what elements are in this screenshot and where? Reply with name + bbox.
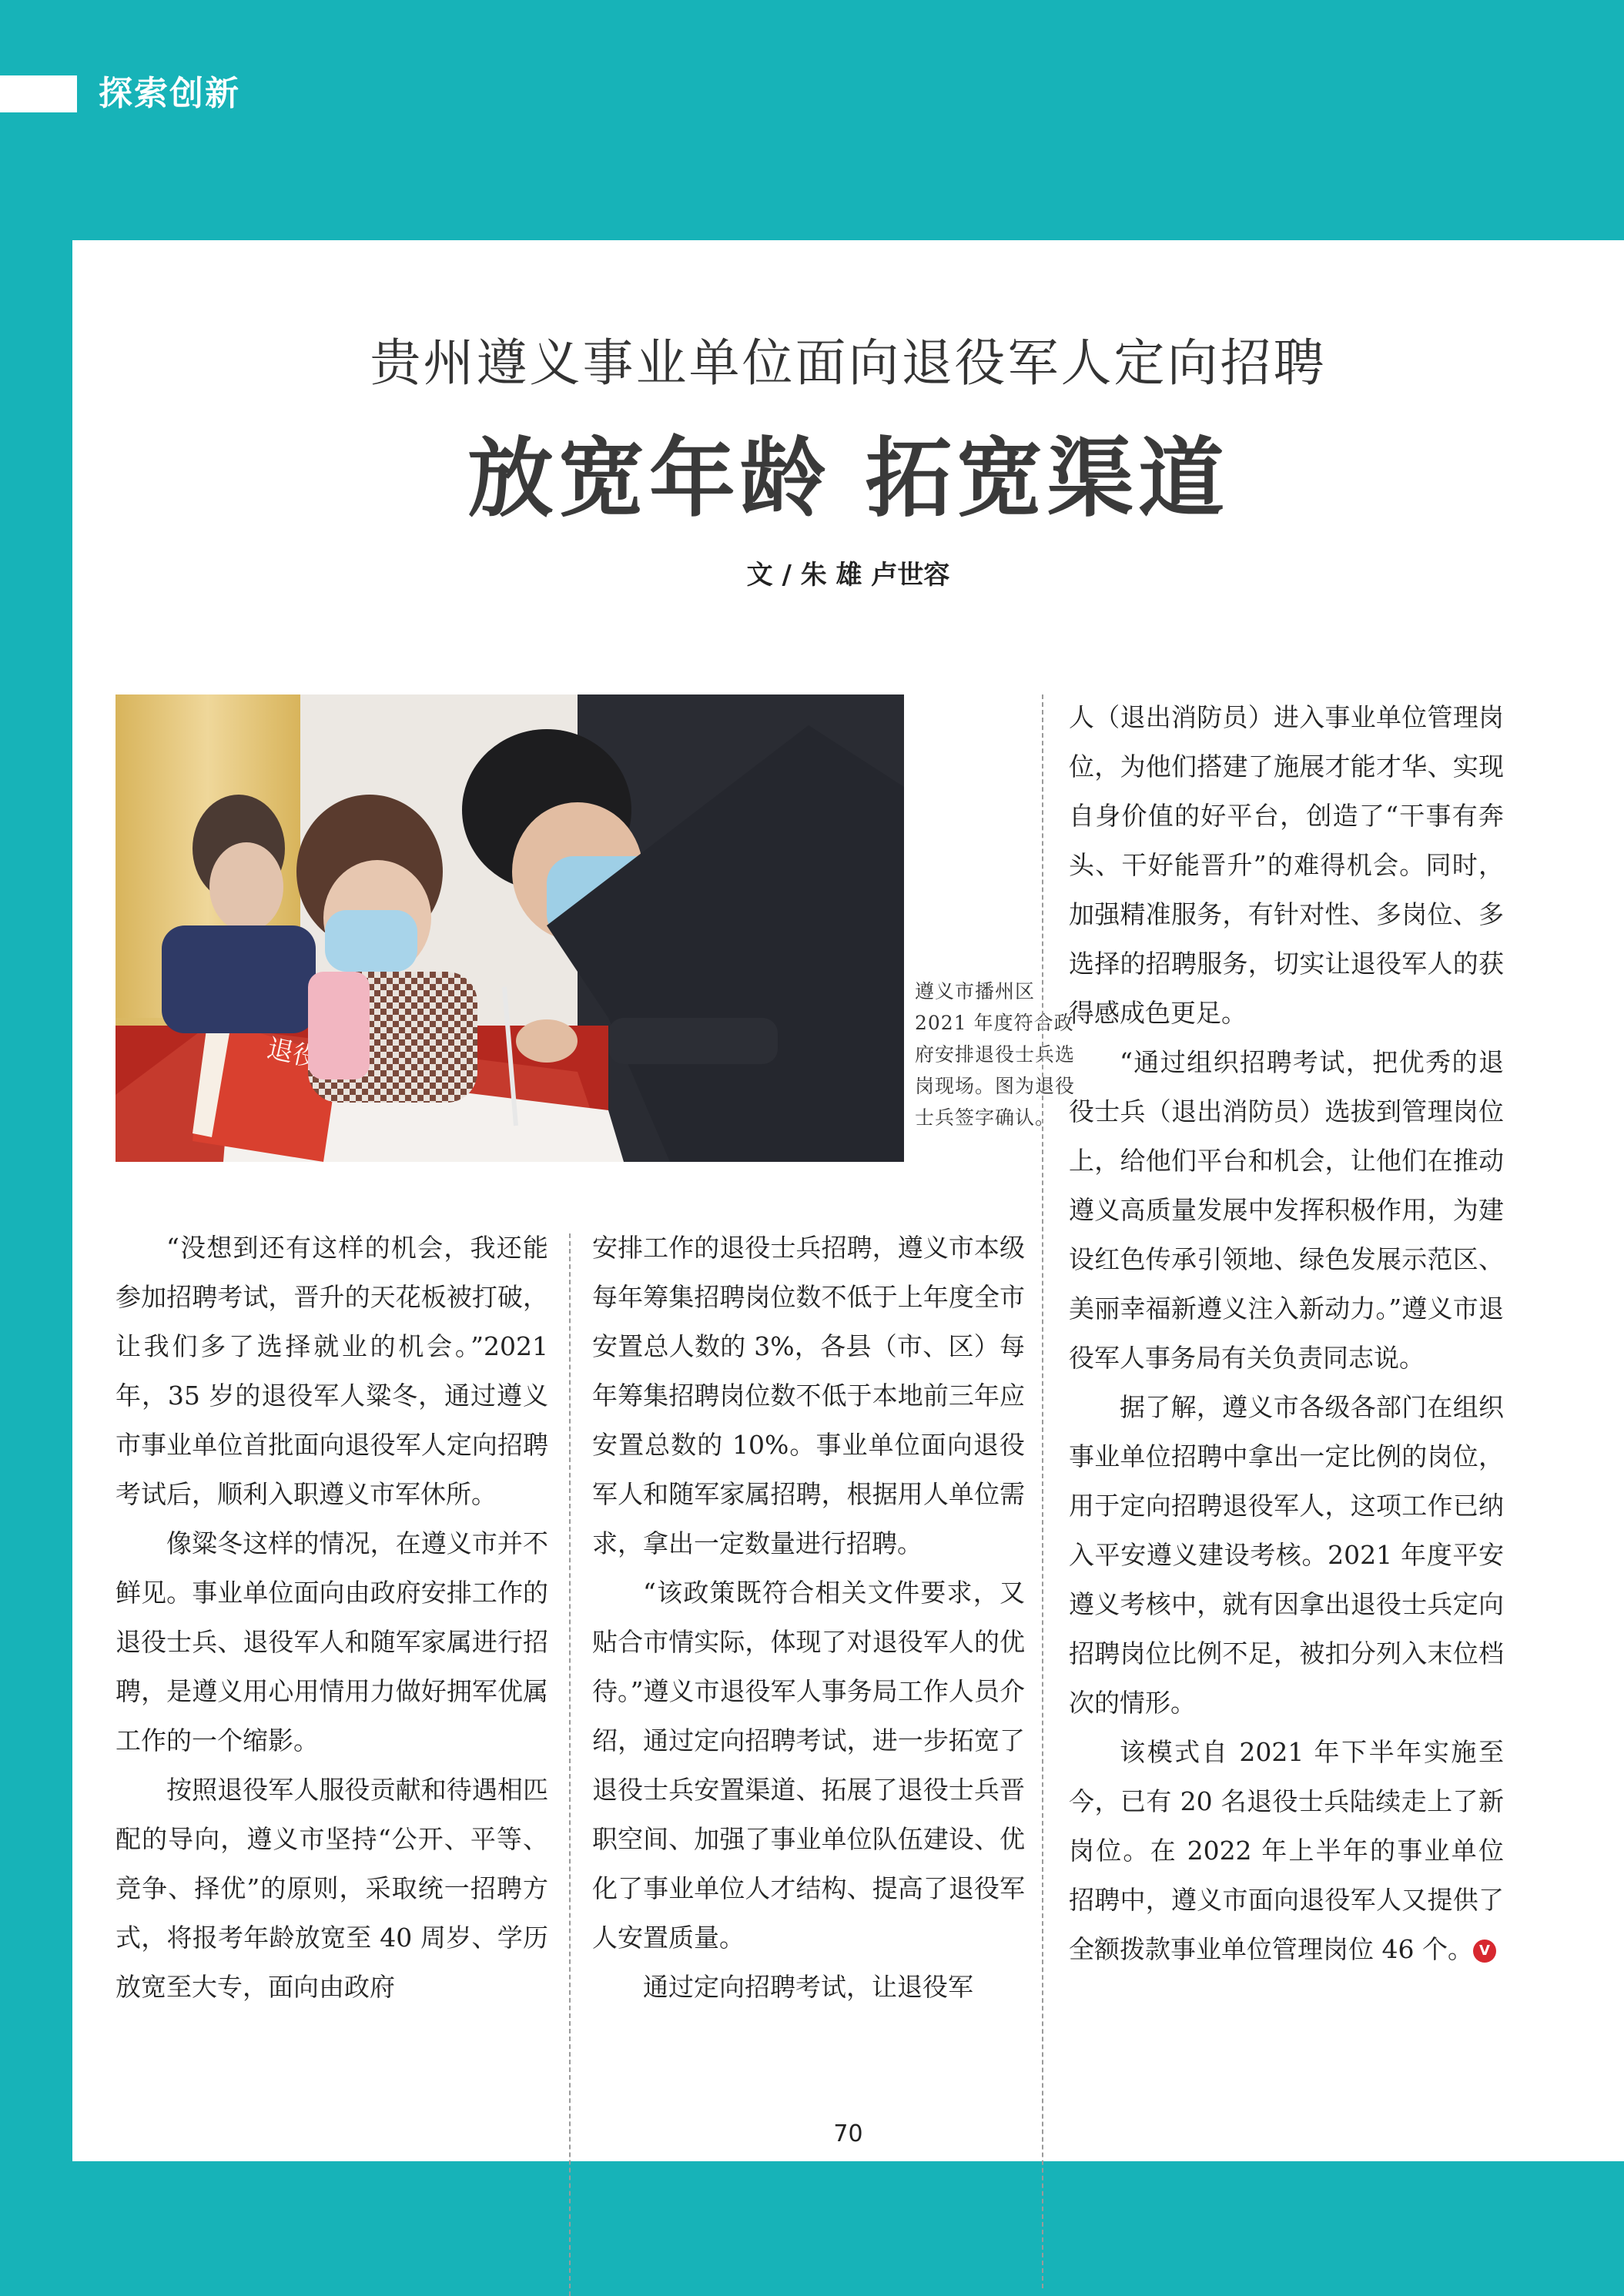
header-band (0, 0, 1624, 240)
paragraph: 通过定向招聘考试，让退役军 (643, 1972, 973, 2002)
article-pre-title: 贵州遵义事业单位面向退役军人定向招聘 (370, 333, 1327, 393)
paragraph: 按照退役军人服役贡献和待遇相匹配的导向，遵义市坚持“公开、平等、竞争、择优”的原则，采取统一招聘方式，将报考年龄放宽至 40 周岁、学历放宽至大专，面向由政府 (116, 1775, 548, 2002)
article-byline: 文 / 朱 雄 卢世容 (746, 560, 950, 591)
article-title: 放宽年龄 拓宽渠道 (467, 429, 1229, 529)
photo-illustration (116, 694, 904, 1162)
paragraph: 像粱冬这样的情况，在遵义市并不鲜见。事业单位面向由政府安排工作的退役士兵、退役军人和随军家属进行招聘，是遵义用心用情用力做好拥军优属工作的一个缩影。 (116, 1528, 548, 1755)
paragraph-text: 该模式自 2021 年下半年实施至今，已有 20 名退役士兵陆续走上了新岗位。在 2022 年上半年的事业单位招聘中，遵义市面向退役军人又提供了全额拨款事业单位管理岗位 46 个。 (1069, 1737, 1504, 1964)
paragraph: 据了解，遵义市各级各部门在组织事业单位招聘中拿出一定比例的岗位，用于定向招聘退役军人，这项工作已纳入平安遵义建设考核。2021 年度平安遵义考核中，就有因拿出退役士兵定向招聘岗位比例不足，被扣分列入末位档次的情形。 (1069, 1392, 1504, 1718)
paragraph-continued: 安排工作的退役士兵招聘，遵义市本级每年筹集招聘岗位数不低于上年度全市安置总人数的 3%，各县（市、区）每年筹集招聘岗位数不低于本地前三年应安置总数的 10%。事业单位面向退役军人和随军家属招聘，根据用人单位需求，拿出一定数量进行招聘。 (592, 1233, 1025, 1558)
section-label: 探索创新 (99, 74, 240, 113)
paragraph-continued: 人（退出消防员）进入事业单位管理岗位，为他们搭建了施展才能才华、实现自身价值的好平台，创造了“干事有奔头、干好能晋升”的难得机会。同时，加强精准服务，有针对性、多岗位、多选择的招聘服务，切实让退役军人的获得感成色更足。 (1069, 702, 1504, 1028)
paragraph: “该政策既符合相关文件要求，又贴合市情实际，体现了对退役军人的优待。”遵义市退役军人事务局工作人员介绍，通过定向招聘考试，进一步拓宽了退役士兵安置渠道、拓展了退役士兵晋职空间、加强了事业单位队伍建设、优化了事业单位人才结构、提高了退役军人安置质量。 (592, 1578, 1025, 1953)
section-marker (0, 75, 77, 112)
paragraph-last (1069, 1728, 1504, 1974)
text-column-1 (116, 1223, 548, 2012)
paragraph: “没想到还有这样的机会，我还能参加招聘考试，晋升的天花板被打破，让我们多了选择就业的机会。”2021 年，35 岁的退役军人粱冬，通过遵义市事业单位首批面向退役军人定向招聘考试后，顺利入职遵义市军休所。 (116, 1233, 548, 1509)
text-column-3 (1069, 693, 1504, 1974)
column-divider (1042, 694, 1043, 2288)
article-page (72, 240, 1624, 2161)
end-mark-icon: V (1473, 1940, 1496, 1963)
photo-caption: 遵义市播州区 2021 年度符合政府安排退役士兵选岗现场。图为退役士兵签字确认。 (915, 980, 1076, 1129)
article-photo (116, 694, 904, 1162)
text-column-2 (592, 1223, 1025, 2012)
paragraph: “通过组织招聘考试，把优秀的退役士兵（退出消防员）选拔到管理岗位上，给他们平台和机会，让他们在推动遵义高质量发展中发挥积极作用，为建设红色传承引领地、绿色发展示范区、美丽幸福新遵义注入新动力。”遵义市退役军人事务局有关负责同志说。 (1069, 1047, 1504, 1373)
page-number: 70 (833, 2120, 863, 2147)
